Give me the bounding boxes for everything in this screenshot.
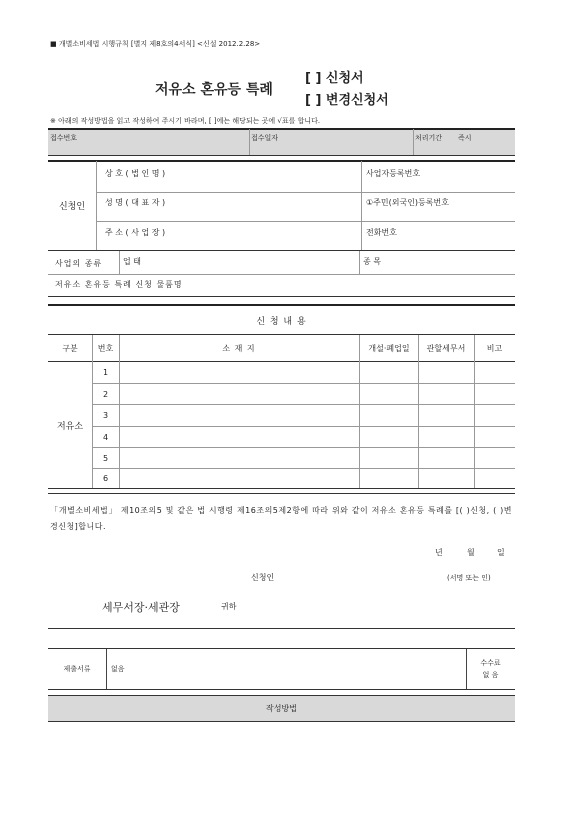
header-number: 번호 [97, 343, 114, 353]
receipt-number-label: 접수번호 [50, 134, 78, 142]
row-number: 1 [102, 368, 109, 377]
attachments-label: 제출서류 [63, 665, 91, 673]
option-change-application[interactable]: [ ] 변경신청서 [305, 93, 389, 108]
instruction-note: ※ 아래의 작성방법을 읽고 작성하여 주시기 바라며, [ ]에는 해당되는 곳에 √표를 합니다. [50, 117, 321, 125]
date-day: 일 [497, 548, 505, 557]
row-number: 2 [102, 389, 109, 399]
address-label: 주 소 ( 사 업 장 ) [105, 228, 166, 237]
processing-period-label: 처리기간 [415, 134, 443, 142]
header-open-close-date: 개설·폐업일 [368, 343, 410, 353]
fee-label: 수수료 [480, 659, 501, 667]
applicant-section-label: 신청인 [58, 202, 86, 212]
phone-label: 전화번호 [366, 228, 397, 237]
resident-number-label: ①주민(외국인)등록번호 [366, 198, 449, 207]
row-number: 6 [102, 474, 109, 483]
receipt-date-label: 접수일자 [251, 134, 279, 142]
business-category-label: 업 태 [123, 257, 141, 266]
header-category: 구분 [62, 343, 78, 353]
row-group-oil-depot: 저유소 [56, 421, 84, 432]
regulation-reference: ■ 개별소비세법 시행규칙 [별지 제8호의4서식] <신설 2012.2.28> [50, 40, 261, 48]
addressee: 세무서장·세관장 [102, 601, 180, 614]
content-section-title: 신 청 내 용 [256, 316, 307, 327]
applicant-signature-label: 신청인 [251, 573, 275, 582]
guide-title: 작성방법 [266, 703, 297, 713]
attachments-value: 없음 [111, 665, 125, 673]
row-number: 5 [102, 453, 109, 463]
addressee-honorific: 귀하 [221, 602, 237, 611]
business-registration-label: 사업자등록번호 [366, 169, 421, 178]
row-number: 3 [102, 411, 109, 420]
product-name-label: 저유소 혼유등 특례 신청 물품명 [55, 280, 183, 289]
header-remarks: 비고 [486, 343, 503, 353]
header-tax-office: 관할세무서 [426, 343, 466, 353]
representative-name-label: 성 명 ( 대 표 자 ) [105, 198, 166, 207]
business-item-label: 종 목 [363, 257, 381, 266]
processing-period-value: 즉시 [458, 134, 472, 142]
business-type-label: 사업의 종류 [55, 259, 103, 268]
company-name-label: 상 호 ( 법 인 명 ) [105, 169, 166, 178]
declaration-text: 「개별소비세법」 제10조의5 및 같은 법 시행령 제16조의5제2항에 따라 위와 같이 저유소 혼유등 특례를 [( )신청, ( )변경신청]합니다. [50, 506, 512, 531]
date-year: 년 [435, 548, 443, 557]
receipt-section [48, 129, 515, 155]
form-title: 저유소 혼유등 특례 [155, 82, 273, 98]
signature-hint: (서명 또는 인) [447, 574, 491, 582]
header-location: 소 재 지 [222, 343, 256, 353]
fee-value: 없 음 [482, 671, 499, 679]
row-number: 4 [102, 432, 109, 442]
date-month: 월 [467, 548, 475, 557]
option-application[interactable]: [ ] 신청서 [305, 71, 364, 86]
